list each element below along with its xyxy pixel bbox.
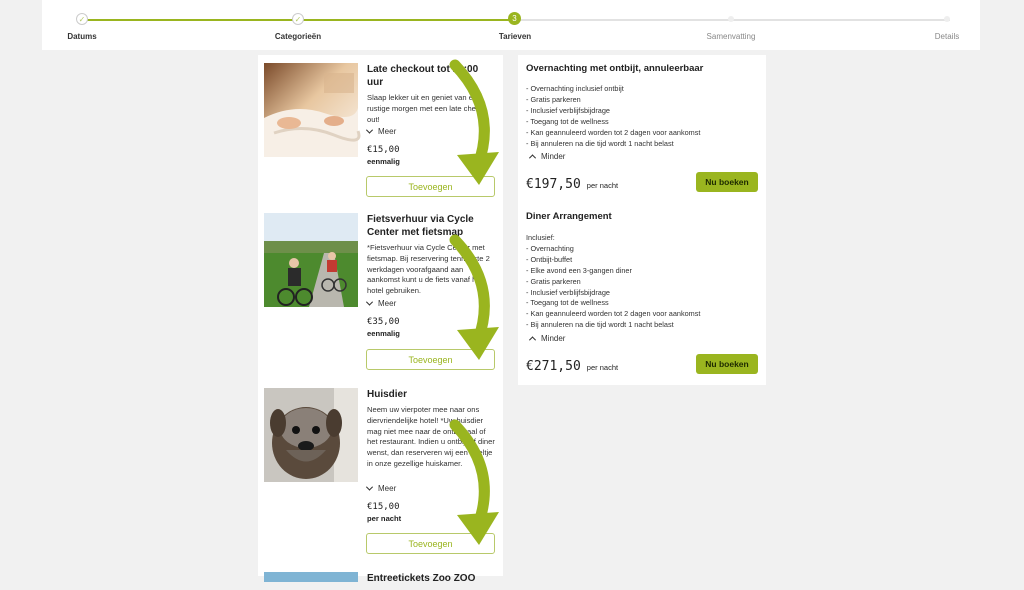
- step-categorieen-check-icon[interactable]: ✓: [292, 13, 304, 25]
- step-label-tarieven: Tarieven: [498, 32, 532, 41]
- rate-features: [526, 233, 700, 331]
- step-label-categorieen[interactable]: Categorieën: [274, 32, 322, 41]
- more-label: Meer: [378, 127, 397, 136]
- step-label-samenvatting: Samenvatting: [706, 32, 756, 41]
- rate-price-unit: per nacht: [586, 181, 619, 190]
- step-samenvatting-indicator: [728, 16, 734, 22]
- book-now-button[interactable]: Nu boeken: [696, 172, 758, 192]
- step-datums-check-icon[interactable]: ✓: [76, 13, 88, 25]
- more-toggle[interactable]: [367, 299, 396, 308]
- rate-feature: - Toegang tot de wellness: [526, 298, 609, 308]
- extra-title: Entreetickets Zoo ZOO: [367, 573, 476, 584]
- extra-price: €15,00: [367, 502, 400, 512]
- chevron-down-icon: [366, 299, 373, 306]
- less-label: Minder: [541, 334, 566, 343]
- less-toggle[interactable]: [530, 152, 565, 161]
- rate-feature: - Kan geannuleerd worden tot 2 dagen voor aankomst: [526, 309, 701, 319]
- rate-feature: - Kan geannuleerd worden tot 2 dagen voor aankomst: [526, 127, 701, 137]
- more-toggle[interactable]: [367, 127, 396, 136]
- add-bike-rental-button[interactable]: Toevoegen: [366, 349, 495, 370]
- extra-description: Slaap lekker uit en geniet van een rustige morgen met een late check out!: [367, 93, 484, 124]
- book-now-button[interactable]: Nu boeken: [696, 354, 758, 374]
- extra-card-bike-rental: [258, 205, 503, 385]
- rate-feature: - Gratis parkeren: [526, 276, 581, 286]
- add-pet-button[interactable]: Toevoegen: [366, 533, 495, 554]
- extra-card-late-checkout: [258, 55, 503, 205]
- extra-card-pet: [258, 385, 503, 570]
- extra-price-unit: eenmalig: [367, 329, 400, 338]
- rate-title: Overnachting met ontbijt, annuleerbaar: [526, 63, 704, 74]
- rate-feature: - Overnachting inclusief ontbijt: [526, 84, 624, 93]
- rate-price: [526, 177, 618, 192]
- extra-price-unit: eenmalig: [367, 157, 400, 166]
- extra-price-unit: per nacht: [367, 514, 402, 523]
- step-label-details: Details: [934, 32, 960, 41]
- rate-title: Diner Arrangement: [526, 211, 612, 222]
- zoo-image: [264, 572, 358, 582]
- extra-title: Fietsverhuur via Cycle Center met fietsmap: [367, 214, 474, 238]
- step-details-indicator: [944, 16, 950, 22]
- less-label: Minder: [541, 152, 566, 161]
- more-label: Meer: [378, 484, 397, 493]
- rate-price-value: €197,50: [526, 177, 581, 192]
- rate-features: [526, 84, 700, 149]
- rate-feature: - Bij annuleren na die tijd wordt 1 nacht belast: [526, 320, 674, 330]
- rate-feature: - Ontbijt-buffet: [526, 254, 573, 264]
- chevron-down-icon: [366, 484, 373, 491]
- add-late-checkout-button[interactable]: Toevoegen: [366, 176, 495, 197]
- rate-price: [526, 359, 618, 374]
- less-toggle[interactable]: [530, 334, 565, 343]
- rate-feature: - Gratis parkeren: [526, 94, 581, 104]
- chevron-up-icon: [529, 154, 536, 161]
- rate-feature: - Overnachting: [526, 243, 574, 253]
- extra-price: €15,00: [367, 145, 400, 155]
- rate-feature: - Inclusief verblijfsbijdrage: [526, 287, 610, 297]
- rate-feature: - Toegang tot de wellness: [526, 116, 609, 126]
- extra-title: Late checkout tot 13:00 uur: [367, 64, 479, 88]
- extra-title: Huisdier: [367, 389, 408, 400]
- extra-card-zoo: [258, 570, 503, 590]
- extra-price: €35,00: [367, 317, 400, 327]
- rate-price-unit: per nacht: [586, 363, 619, 372]
- extras-list: [258, 55, 503, 584]
- step-label-datums[interactable]: Datums: [67, 32, 97, 41]
- rate-feature: Inclusief:: [526, 233, 555, 242]
- chevron-down-icon: [366, 127, 373, 134]
- extra-description: Neem uw vierpoter mee naar ons diervriendelijke hotel! *Uw huisdier mag niet mee naar de ontbijtzaal of het restaurant. Indien u ontbijt of diner wenst, dan reserveren wij een tafeltje in onze gezellige huiskamer.: [367, 405, 495, 468]
- rate-feature: - Elke avond een 3-gangen diner: [526, 265, 632, 275]
- rate-feature: - Inclusief verblijfsbijdrage: [526, 105, 610, 115]
- bike-rental-image: [264, 213, 358, 307]
- pet-image: [264, 388, 358, 482]
- progress-stepper: [42, 0, 980, 50]
- chevron-up-icon: [529, 336, 536, 343]
- more-label: Meer: [378, 299, 397, 308]
- late-checkout-image: [264, 63, 358, 157]
- rate-price-value: €271,50: [526, 359, 581, 374]
- rate-feature: - Bij annuleren na die tijd wordt 1 nacht belast: [526, 138, 674, 148]
- step-tarieven-indicator: 3: [508, 12, 521, 25]
- extra-description: *Fietsverhuur via Cycle Center met fietsmap. Bij reservering tenminste 2 werkdagen voorafgaand aan aankomst kunt u de fiets vanaf het hotel gebruiken.: [367, 243, 490, 296]
- more-toggle[interactable]: [367, 484, 396, 493]
- rates-panel: [518, 55, 766, 385]
